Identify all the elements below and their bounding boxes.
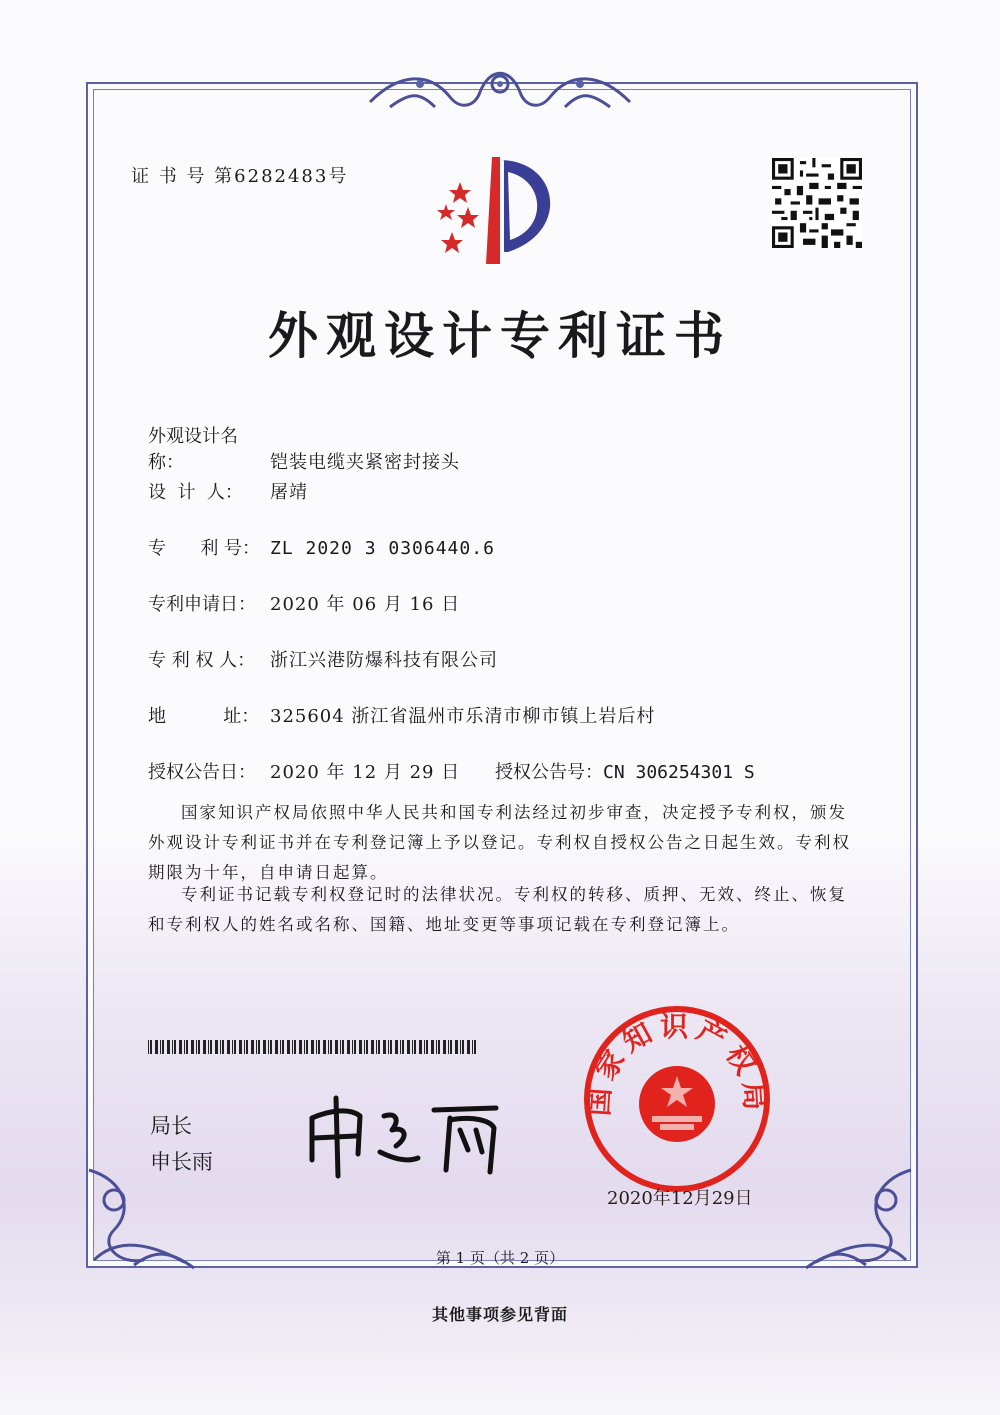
- barcode-icon: [148, 1040, 478, 1054]
- paragraph-legal-status: 专利证书记载专利权登记时的法律状况。专利权的转移、质押、无效、终止、恢复和专利权人的姓名或名称、国籍、地址变更等事项记载在专利登记簿上。: [148, 885, 847, 934]
- field-application-date: [148, 590, 460, 616]
- patent-emblem-icon: [420, 152, 580, 272]
- field-address: [148, 702, 655, 728]
- field-value: 屠靖: [270, 482, 308, 503]
- certificate-number: 证 书 号 第6282483号: [131, 166, 349, 187]
- certificate-title: 外观设计专利证书: [268, 306, 732, 365]
- field-value: 325604 浙江省温州市乐清市柳市镇上岩后村: [270, 706, 656, 727]
- seal-icon: [582, 1004, 772, 1194]
- field-label: 专 利 权 人：: [148, 650, 256, 671]
- field-value: ZL 2020 3 0306440.6: [270, 538, 495, 559]
- top-ornament-icon: [360, 62, 640, 122]
- page-number: 第 1 页（共 2 页）: [435, 1249, 565, 1267]
- field-label: 外观设计名称：: [148, 426, 238, 473]
- director-name: 申长雨: [150, 1150, 213, 1174]
- field-label: 地 址：: [148, 706, 260, 727]
- field-design-name: [148, 422, 460, 474]
- signature-icon: [300, 1080, 510, 1180]
- director-title: 局长: [150, 1114, 192, 1138]
- field-patent-number: [148, 534, 495, 560]
- field-label: 授权公告号：: [495, 762, 603, 783]
- field-label: 授权公告日：: [148, 762, 256, 783]
- footer-note: 其他事项参见背面: [431, 1305, 568, 1324]
- field-designer: [148, 478, 308, 504]
- field-patentee: [148, 646, 498, 672]
- svg-text:国家知识产权局: 国家知识产权局: [582, 1010, 772, 1118]
- field-label: 设 计 人：: [148, 482, 243, 503]
- field-value: 2020 年 12 月 29 日: [270, 762, 461, 783]
- field-grant-date: [148, 758, 460, 784]
- field-value: 2020 年 06 月 16 日: [270, 594, 461, 615]
- field-label: 专利申请日：: [148, 594, 256, 615]
- field-value: 铠装电缆夹紧密封接头: [270, 452, 460, 473]
- seal-date: 2020年12月29日: [607, 1188, 753, 1209]
- qr-code-icon: [772, 158, 862, 248]
- paragraph-grant: 国家知识产权局依照中华人民共和国专利法经过初步审查，决定授予专利权，颁发外观设计专利证书并在专利登记簿上予以登记。专利权自授权公告之日起生效。专利权期限为十年，自申请日起算。: [148, 803, 851, 882]
- field-label: 专 利 号：: [148, 538, 261, 559]
- field-announcement-number: [495, 758, 755, 784]
- field-value: CN 306254301 S: [603, 762, 755, 783]
- field-value: 浙江兴港防爆科技有限公司: [270, 650, 498, 671]
